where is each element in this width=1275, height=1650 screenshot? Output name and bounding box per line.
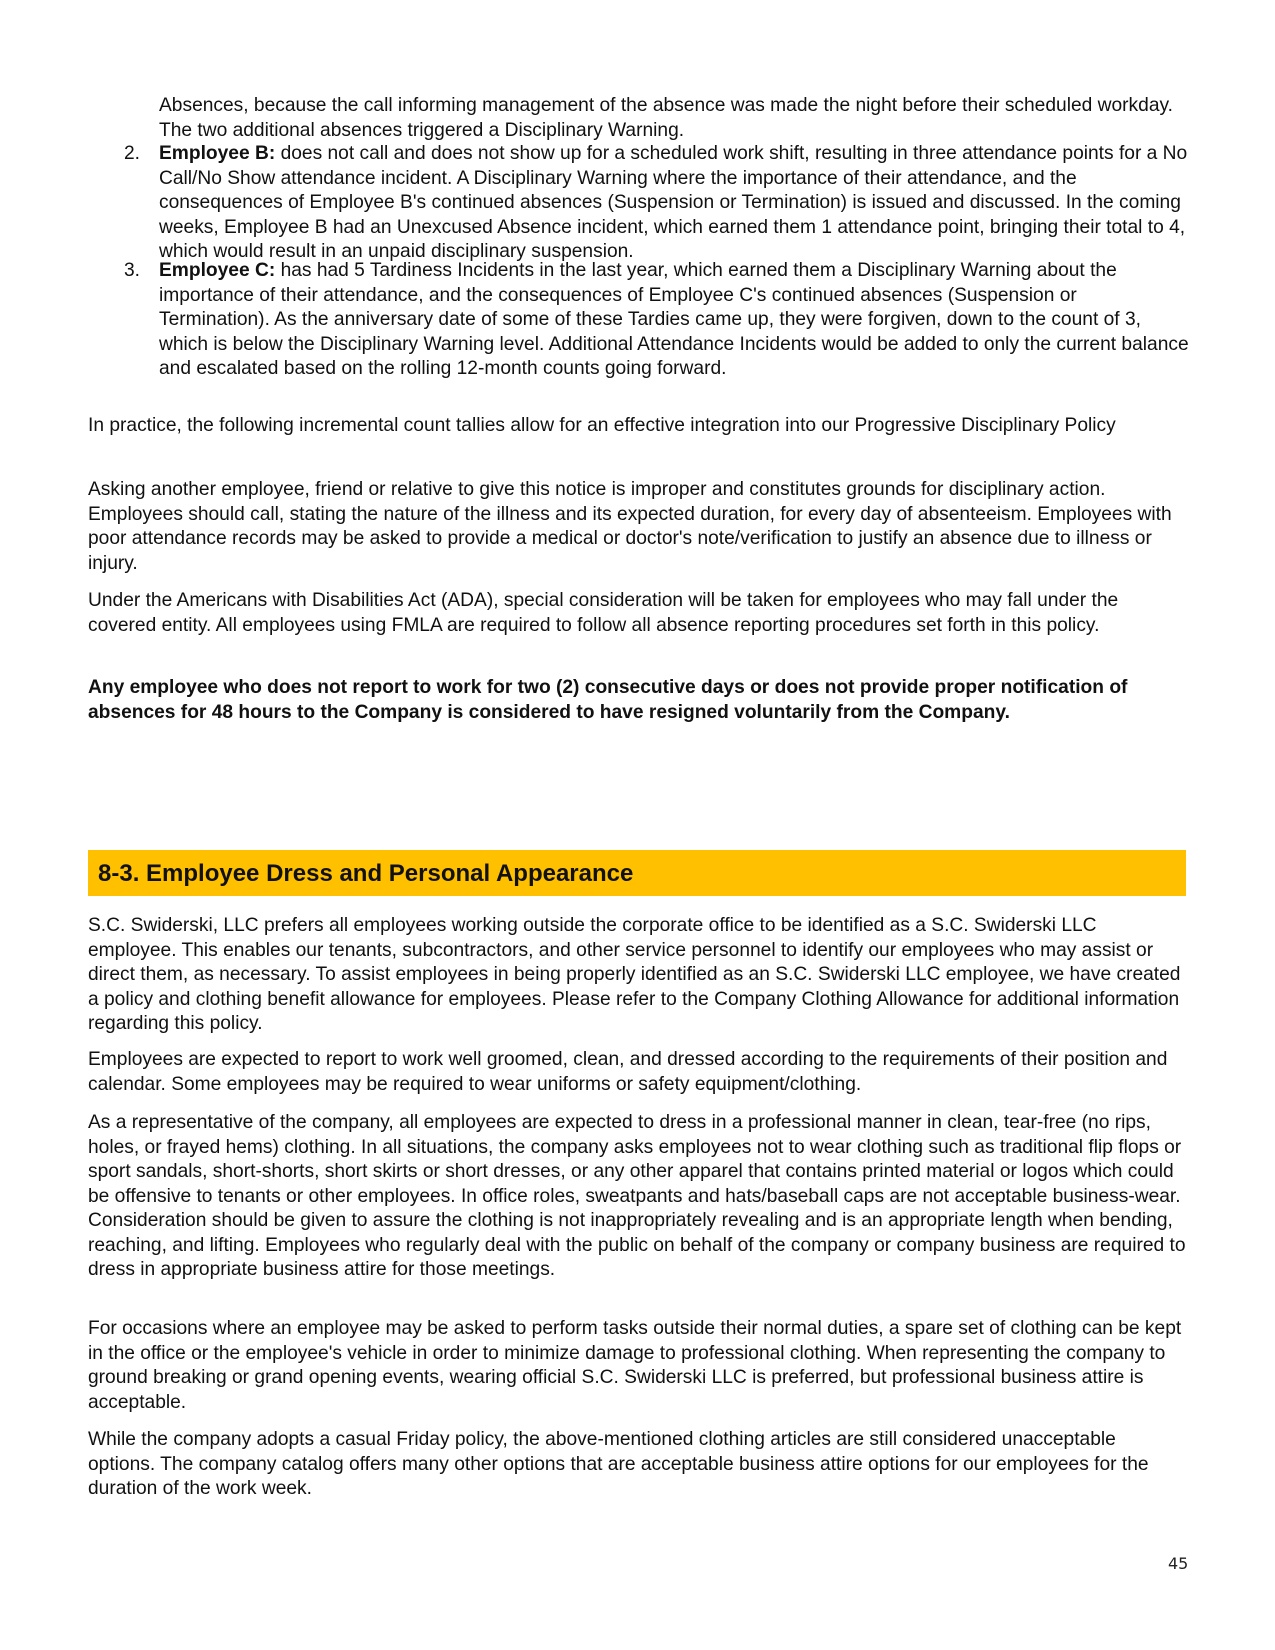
page-number: 45: [1168, 1554, 1189, 1573]
employee-c-description: has had 5 Tardiness Incidents in the last year, which earned them a Disciplinary Warning about the importance of their attendance, and the consequences of Employee C's continued absences (Suspension or Termination). As the anniversary date of some of these Tardies came up, they were forgiven, down to the count of 3, which is below the Disciplinary Warning level. Additional Attendance Incidents would be added to only the current balance and escalated based on the rolling 12-month counts going forward.: [159, 260, 1189, 379]
paragraph-resignation-notice: Any employee who does not report to work for two (2) consecutive days or does not provide proper notification of absences for 48 hours to the Company is considered to have resigned voluntarily from the Company.: [88, 677, 1128, 723]
employee-c-label: Employee C:: [159, 260, 276, 281]
paragraph-identification: S.C. Swiderski, LLC prefers all employees working outside the corporate office to be identified as a S.C. Swiderski LLC employee. This enables our tenants, subcontractors, and other service personnel to identify our employees who may assist or direct them, as necessary. To assist employees in being properly identified as an S.C. Swiderski LLC employee, we have created a policy and clothing benefit allowance for employees. Please refer to the Company Clothing Allowance for additional information regarding this policy.: [88, 915, 1181, 1034]
list-continuation-text: Absences, because the call informing management of the absence was made the night before their scheduled workday. The two additional absences triggered a Disciplinary Warning.: [159, 95, 1173, 141]
section-heading: 8-3. Employee Dress and Personal Appearance: [98, 860, 634, 887]
paragraph-progressive-discipline: In practice, the following incremental count tallies allow for an effective integration into our Progressive Disciplinary Policy: [88, 415, 1116, 436]
list-item-number: 2.: [124, 143, 141, 164]
paragraph-ada: Under the Americans with Disabilities Act (ADA), special consideration will be taken for employees who may fall under the covered entity. All employees using FMLA are required to follow all absence reporting procedures set forth in this policy.: [88, 590, 1119, 636]
list-item-text: [159, 142, 1189, 265]
paragraph-professional-dress: As a representative of the company, all employees are expected to dress in a professional manner in clean, tear-free (no rips, holes, or frayed hems) clothing. In all situations, the company asks employees not to wear clothing such as traditional flip flops or sport sandals, short-shorts, short skirts or short dresses, or any other apparel that contains printed material or logos which could be offensive to tenants or other employees. In office roles, sweatpants and hats/baseball caps are not acceptable business-wear. Consideration should be given to assure the clothing is not inappropriately revealing and is an appropriate length when bending, reaching, and lifting. Employees who regularly deal with the public on behalf of the company or company business are required to dress in appropriate business attire for those meetings.: [88, 1112, 1186, 1280]
paragraph-spare-clothing: For occasions where an employee may be asked to perform tasks outside their normal duties, a spare set of clothing can be kept in the office or the employee's vehicle in order to minimize damage to professional clothing. When representing the company to ground breaking or grand opening events, wearing official S.C. Swiderski LLC is preferred, but professional business attire is acceptable.: [88, 1318, 1182, 1413]
employee-b-description: does not call and does not show up for a scheduled work shift, resulting in three attendance points for a No Call/No Show attendance incident. A Disciplinary Warning where the importance of their attendance, and the consequences of Employee B's continued absences (Suspension or Termination) is issued and discussed. In the coming weeks, Employee B had an Unexcused Absence incident, which earned them 1 attendance point, bringing their total to 4, which would result in an unpaid disciplinary suspension.: [159, 143, 1188, 262]
paragraph-notice-requirements: Asking another employee, friend or relative to give this notice is improper and constitutes grounds for disciplinary action. Employees should call, stating the nature of the illness and its expected duration, for every day of absenteeism. Employees with poor attendance records may be asked to provide a medical or doctor's note/verification to justify an absence due to illness or injury.: [88, 479, 1172, 574]
paragraph-casual-friday: While the company adopts a casual Friday policy, the above-mentioned clothing articles are still considered unacceptable options. The company catalog offers many other options that are acceptable business attire options for our employees for the duration of the work week.: [88, 1429, 1149, 1499]
paragraph-grooming: Employees are expected to report to work well groomed, clean, and dressed according to the requirements of their position and calendar. Some employees may be required to wear uniforms or safety equipment/clothing.: [88, 1049, 1168, 1095]
employee-b-label: Employee B:: [159, 143, 276, 164]
list-item-text: [159, 259, 1189, 382]
section-heading-bar: [88, 850, 1186, 896]
list-item-number: 3.: [124, 260, 141, 281]
